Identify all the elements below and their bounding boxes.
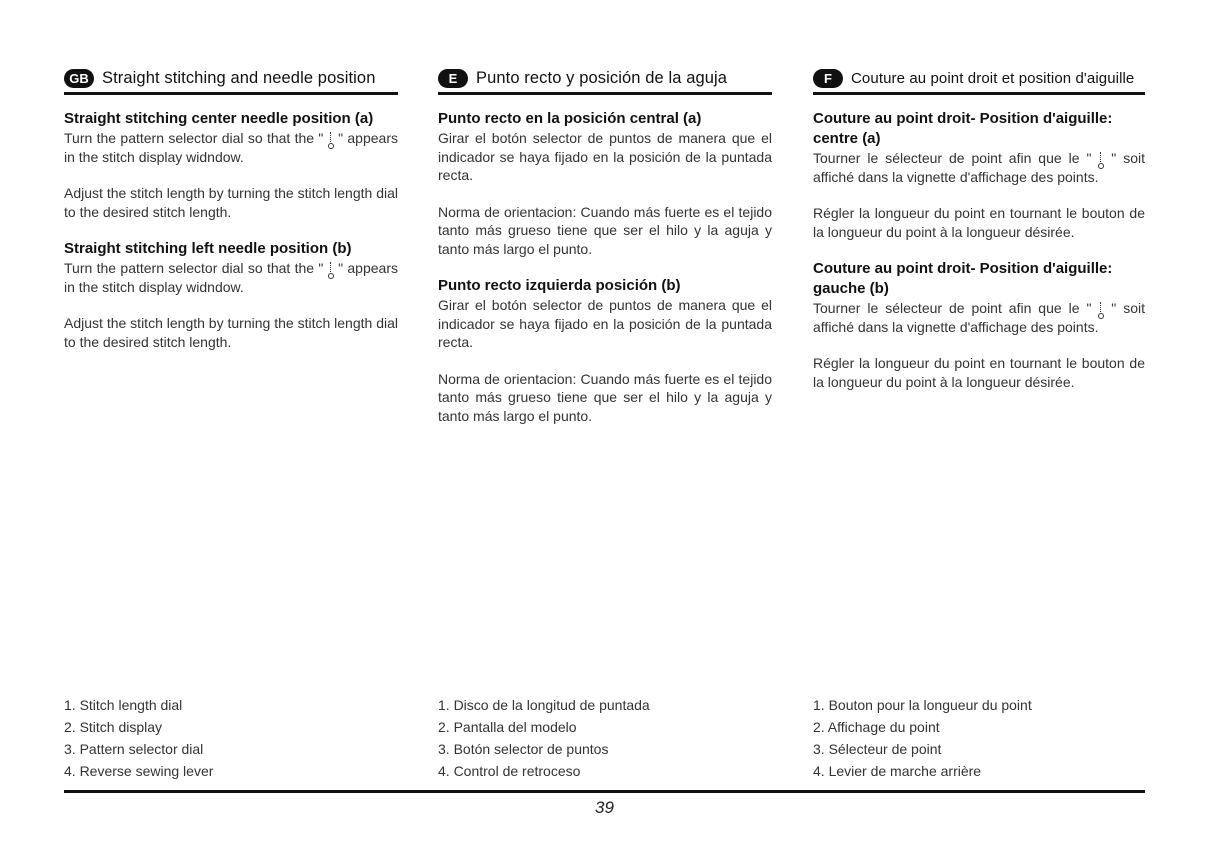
section-title-gb: Straight stitching and needle position bbox=[102, 68, 376, 87]
list-item: 1. Disco de la longitud de puntada bbox=[438, 697, 650, 713]
column-french bbox=[813, 64, 1145, 391]
instruction-center-fr: Tourner le sélecteur de point afin que le " " soit affiché dans la vignette d'affichage des points. bbox=[813, 150, 1145, 185]
straight-stitch-symbol-icon bbox=[328, 262, 334, 276]
column-spanish bbox=[438, 64, 772, 425]
straight-stitch-symbol-icon bbox=[328, 132, 334, 146]
language-header-fr bbox=[813, 64, 1145, 95]
guideline-center-es: Norma de orientacion: Cuando más fuerte es el tejido tanto más grueso tiene que ser el hilo y la aguja y tanto más largo el punto. bbox=[438, 203, 772, 257]
parts-list-fr bbox=[813, 694, 1032, 782]
list-item: 1. Bouton pour la longueur du point bbox=[813, 697, 1032, 713]
list-item: 4. Reverse sewing lever bbox=[64, 763, 214, 779]
list-item: 2. Affichage du point bbox=[813, 719, 940, 735]
heading-center-needle-gb: Straight stitching center needle position (a) bbox=[64, 110, 374, 127]
straight-stitch-symbol-icon bbox=[1098, 152, 1104, 166]
footer-divider bbox=[64, 790, 1145, 793]
heading-left-needle-es: Punto recto izquierda posición (b) bbox=[438, 277, 681, 294]
parts-list-es bbox=[438, 694, 650, 782]
page-number: 39 bbox=[595, 798, 614, 817]
language-header-gb bbox=[64, 64, 398, 95]
length-instruction-center-fr: Régler la longueur du point en tournant le bouton de la longueur du point à la longueur désirée. bbox=[813, 205, 1145, 240]
guideline-left-es: Norma de orientacion: Cuando más fuerte es el tejido tanto más grueso tiene que ser el hilo y la aguja y tanto más largo el punto. bbox=[438, 370, 772, 424]
list-item: 1. Stitch length dial bbox=[64, 697, 183, 713]
list-item: 4. Control de retroceso bbox=[438, 763, 581, 779]
section-title-es: Punto recto y posición de la aguja bbox=[476, 68, 728, 87]
length-instruction-left-gb: Adjust the stitch length by turning the stitch length dial to the desired stitch length. bbox=[64, 315, 398, 350]
list-item: 3. Sélecteur de point bbox=[813, 741, 942, 757]
length-instruction-left-fr: Régler la longueur du point en tournant le bouton de la longueur du point à la longueur désirée. bbox=[813, 355, 1145, 390]
instruction-left-gb: Turn the pattern selector dial so that the " " appears in the stitch display widndow. bbox=[64, 260, 398, 295]
list-item: 2. Stitch display bbox=[64, 719, 163, 735]
heading-left-needle-gb: Straight stitching left needle position (b) bbox=[64, 240, 352, 257]
heading-center-needle-es: Punto recto en la posición central (a) bbox=[438, 110, 702, 127]
section-title-fr: Couture au point droit et position d'aiguille bbox=[851, 69, 1135, 87]
list-item: 2. Pantalla del modelo bbox=[438, 719, 577, 735]
instruction-left-fr: Tourner le sélecteur de point afin que le " " soit affiché dans la vignette d'affichage des points. bbox=[813, 300, 1145, 335]
heading-left-needle-fr: Couture au point droit- Position d'aiguille: gauche (b) bbox=[813, 260, 1113, 297]
parts-list-gb bbox=[64, 694, 213, 782]
fr-language-badge: F bbox=[813, 69, 843, 88]
list-item: 3. Botón selector de puntos bbox=[438, 741, 609, 757]
instruction-center-gb: Turn the pattern selector dial so that the " " appears in the stitch display widndow. bbox=[64, 130, 398, 165]
gb-language-badge: GB bbox=[64, 69, 94, 88]
list-item: 4. Levier de marche arrière bbox=[813, 763, 982, 779]
es-language-badge: E bbox=[438, 69, 468, 88]
list-item: 3. Pattern selector dial bbox=[64, 741, 204, 757]
heading-center-needle-fr: Couture au point droit- Position d'aiguille: centre (a) bbox=[813, 110, 1113, 147]
column-english bbox=[64, 64, 398, 351]
length-instruction-gb: Adjust the stitch length by turning the stitch length dial to the desired stitch length. bbox=[64, 185, 398, 220]
instruction-left-es: Girar el botón selector de puntos de manera que el indicador se haya fijado en la posición de la puntada recta. bbox=[438, 297, 772, 350]
instruction-center-es: Girar el botón selector de puntos de manera que el indicador se haya fijado en la posición de la puntada recta. bbox=[438, 130, 772, 183]
straight-stitch-symbol-icon bbox=[1098, 302, 1104, 316]
language-header-es bbox=[438, 64, 772, 95]
